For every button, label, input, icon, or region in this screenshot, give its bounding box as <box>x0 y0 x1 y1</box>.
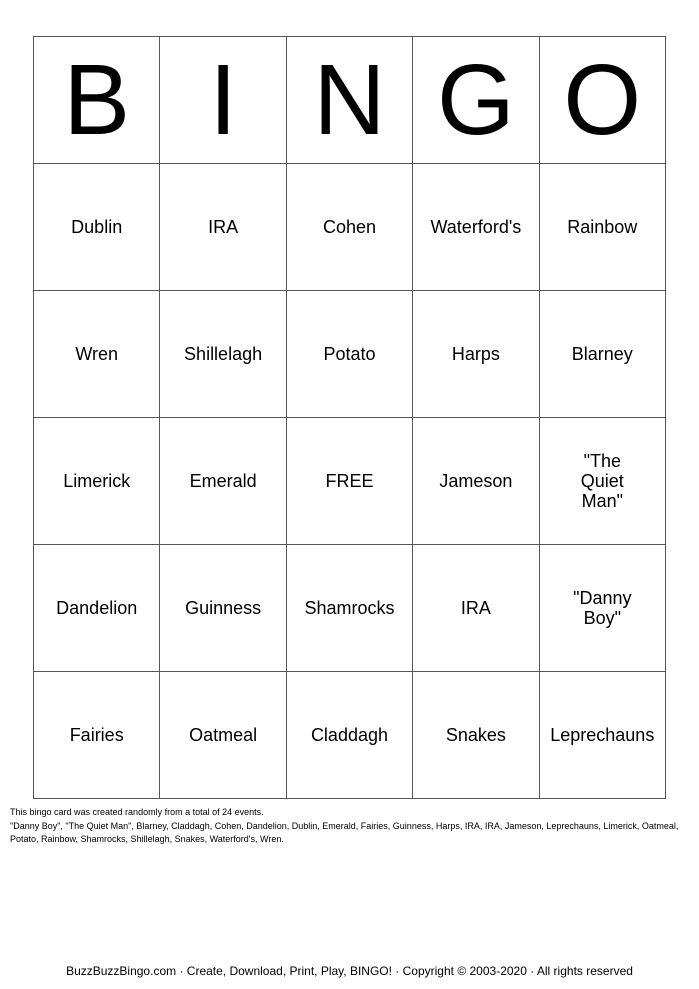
bingo-cell <box>160 672 286 799</box>
bingo-free-cell <box>286 418 412 545</box>
cell-label: "The Quiet Man" <box>580 451 624 511</box>
bingo-cell <box>413 672 539 799</box>
bingo-row-1 <box>34 164 666 291</box>
bingo-cell <box>34 418 160 545</box>
bingo-card <box>33 36 666 799</box>
bingo-cell <box>286 164 412 291</box>
bingo-cell <box>413 164 539 291</box>
card-info-event-list: "Danny Boy", "The Quiet Man", Blarney, Claddagh, Cohen, Dandelion, Dublin, Emerald, Fairies, Guinness, Harps, IRA, IRA, Jameson, Leprechauns, Limerick, Oatmeal, Potato, Rainbow, Shamrocks, Shillelagh, Snakes, Waterford's, Wren. <box>10 820 679 844</box>
bingo-row-2 <box>34 291 666 418</box>
header-letter-i: I <box>160 37 286 164</box>
cell-label: Fairies <box>69 725 124 745</box>
cell-label: Waterford's <box>430 217 522 237</box>
cell-label: IRA <box>460 598 491 618</box>
cell-label: "Danny Boy" <box>573 588 632 628</box>
free-space-label: FREE <box>325 471 374 491</box>
bingo-header-row <box>34 37 666 164</box>
bingo-row-4 <box>34 545 666 672</box>
cell-label: Potato <box>323 344 376 364</box>
bingo-cell <box>413 418 539 545</box>
cell-label: Cohen <box>322 217 376 237</box>
bingo-cell <box>539 545 665 672</box>
bingo-cell <box>160 164 286 291</box>
cell-label: Oatmeal <box>189 725 258 745</box>
cell-label: Emerald <box>189 471 257 491</box>
cell-label: Claddagh <box>310 725 388 745</box>
bingo-row-5 <box>34 672 666 799</box>
bingo-cell <box>160 291 286 418</box>
bingo-cell <box>160 545 286 672</box>
cell-label: Wren <box>75 344 119 364</box>
bingo-cell <box>539 418 665 545</box>
bingo-cell <box>539 164 665 291</box>
cell-label: IRA <box>208 217 239 237</box>
cell-label: Snakes <box>445 725 506 745</box>
bingo-cell <box>160 418 286 545</box>
cell-label: Jameson <box>439 471 513 491</box>
header-letter-b: B <box>34 37 160 164</box>
bingo-cell <box>34 164 160 291</box>
bingo-cell <box>286 545 412 672</box>
header-letter-n: N <box>286 37 412 164</box>
cell-label: Harps <box>451 344 500 364</box>
cell-label: Limerick <box>63 471 131 491</box>
card-info <box>10 806 690 847</box>
bingo-cell <box>539 291 665 418</box>
header-letter-o: O <box>539 37 665 164</box>
bingo-cell <box>413 545 539 672</box>
bingo-cell <box>286 291 412 418</box>
bingo-cell <box>34 291 160 418</box>
bingo-cell <box>286 672 412 799</box>
cell-label: Dandelion <box>56 598 138 618</box>
cell-label: Leprechauns <box>550 725 655 745</box>
header-letter-g: G <box>413 37 539 164</box>
bingo-cell <box>34 545 160 672</box>
cell-label: Dublin <box>71 217 123 237</box>
bingo-row-3 <box>34 418 666 545</box>
cell-label: Shamrocks <box>304 598 395 618</box>
card-info-summary: This bingo card was created randomly from a total of 24 events. <box>10 807 264 817</box>
page-footer: BuzzBuzzBingo.com · Create, Download, Print, Play, BINGO! · Copyright © 2003-2020 · All rights reserved <box>66 964 633 978</box>
cell-label: Blarney <box>571 344 633 364</box>
cell-label: Shillelagh <box>184 344 263 364</box>
bingo-cell <box>34 672 160 799</box>
bingo-cell <box>413 291 539 418</box>
cell-label: Rainbow <box>567 217 638 237</box>
bingo-cell <box>539 672 665 799</box>
cell-label: Guinness <box>185 598 262 618</box>
